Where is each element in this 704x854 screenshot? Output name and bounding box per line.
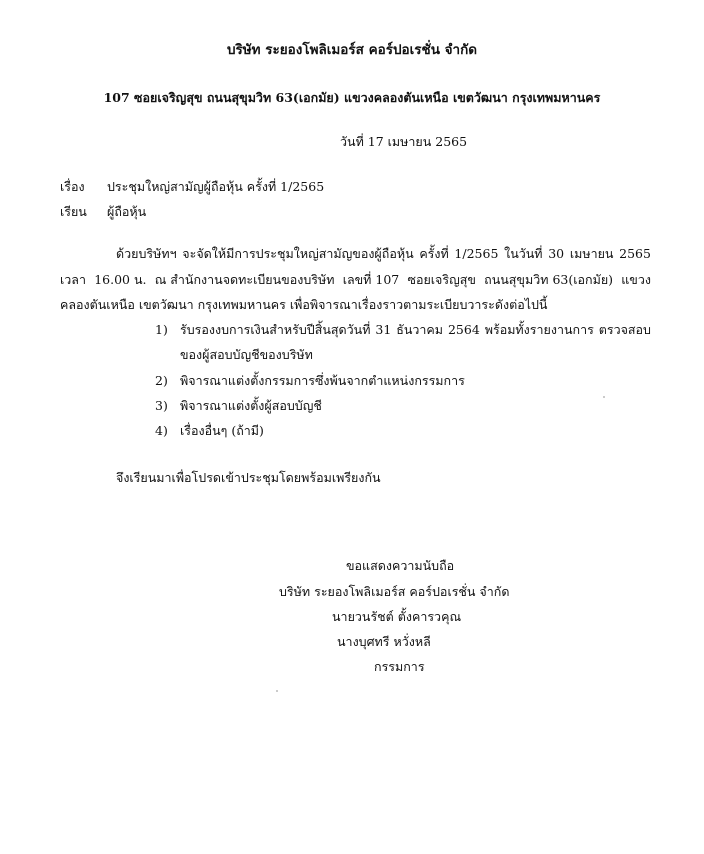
letter-date: วันที่ 17 เมษายน 2565: [340, 134, 468, 149]
agenda-word: 31: [375, 322, 392, 337]
body-word: ด้วยบริษัทฯ: [116, 246, 177, 261]
agenda-number: 4): [155, 423, 168, 438]
recipient-label: เรียน: [60, 204, 87, 219]
body-word: แขวง: [621, 272, 651, 287]
agenda-word: พร้อมทั้งรายงานการ: [484, 322, 594, 337]
agenda-number: 2): [155, 373, 168, 388]
subject-label: เรื่อง: [60, 179, 85, 194]
agenda-item-1-line-1: [180, 322, 651, 338]
body-line-1: [116, 246, 651, 262]
signer-1: นายวนรัชต์ ตั้งคารวคุณ: [332, 609, 462, 624]
company-name-heading: บริษัท ระยองโพลิเมอร์ส คอร์ปอเรชั่น จำกัด: [226, 42, 478, 58]
agenda-word: ตรวจสอบ: [598, 322, 651, 337]
agenda-word: 2564: [447, 322, 480, 337]
scan-speck: [603, 396, 605, 398]
signature-company: บริษัท ระยองโพลิเมอร์ส คอร์ปอเรชั่น จำกัด: [279, 584, 510, 599]
body-word: 16.00 น.: [94, 272, 147, 287]
company-address: 107 ซอยเจริญสุข ถนนสุขุมวิท 63(เอกมัย) แขวงคลองตันเหนือ เขตวัฒนา กรุงเทพมหานคร: [103, 90, 601, 105]
signer-2: นางบุศทรี หวั่งหลี: [337, 634, 431, 649]
agenda-word: ธันวาคม: [396, 322, 444, 337]
agenda-number: 3): [155, 398, 168, 413]
scan-speck: [276, 690, 278, 692]
body-line-2: [60, 272, 651, 288]
agenda-word: รับรองงบการเงินสำหรับปีสิ้นสุดวันที่: [180, 322, 371, 337]
regards-line: ขอแสดงความนับถือ: [346, 558, 455, 573]
agenda-item-3: พิจารณาแต่งตั้งผู้สอบบัญชี: [180, 398, 322, 413]
body-word: เลขที่ 107: [342, 272, 400, 287]
body-word: ถนนสุขุมวิท 63(เอกมัย): [484, 272, 614, 287]
body-line-3: คลองตันเหนือ เขตวัฒนา กรุงเทพมหานคร เพื่อพิจารณาเรื่องราวตามระเบียบวาระดังต่อไปนี้: [60, 297, 548, 312]
subject-text: ประชุมใหญ่สามัญผู้ถือหุ้น ครั้งที่ 1/2565: [107, 179, 325, 194]
closing-line: จึงเรียนมาเพื่อโปรดเข้าประชุมโดยพร้อมเพรียงกัน: [116, 470, 381, 485]
body-word: 30: [548, 246, 565, 261]
body-word: จะจัดให้มีการประชุมใหญ่สามัญของผู้ถือหุ้น: [182, 246, 414, 261]
body-word: ในวันที่: [504, 246, 543, 261]
signer-title: กรรมการ: [374, 659, 425, 674]
body-word: เวลา: [60, 272, 86, 287]
agenda-item-4: เรื่องอื่นๆ (ถ้ามี): [180, 423, 264, 438]
body-word: 2565: [619, 246, 651, 261]
body-word: เมษายน: [569, 246, 614, 261]
recipient-text: ผู้ถือหุ้น: [107, 204, 147, 219]
body-word: ครั้งที่: [419, 246, 449, 261]
agenda-item-2: พิจารณาแต่งตั้งกรรมการซึ่งพ้นจากตำแหน่งกรรมการ: [180, 373, 465, 388]
agenda-number: 1): [155, 322, 168, 337]
agenda-item-1-line-2: ของผู้สอบบัญชีของบริษัท: [180, 347, 313, 362]
body-word: 1/2565: [454, 246, 499, 261]
body-word: ซอยเจริญสุข: [407, 272, 476, 287]
body-word: ณ สำนักงานจดทะเบียนของบริษัท: [154, 272, 335, 287]
